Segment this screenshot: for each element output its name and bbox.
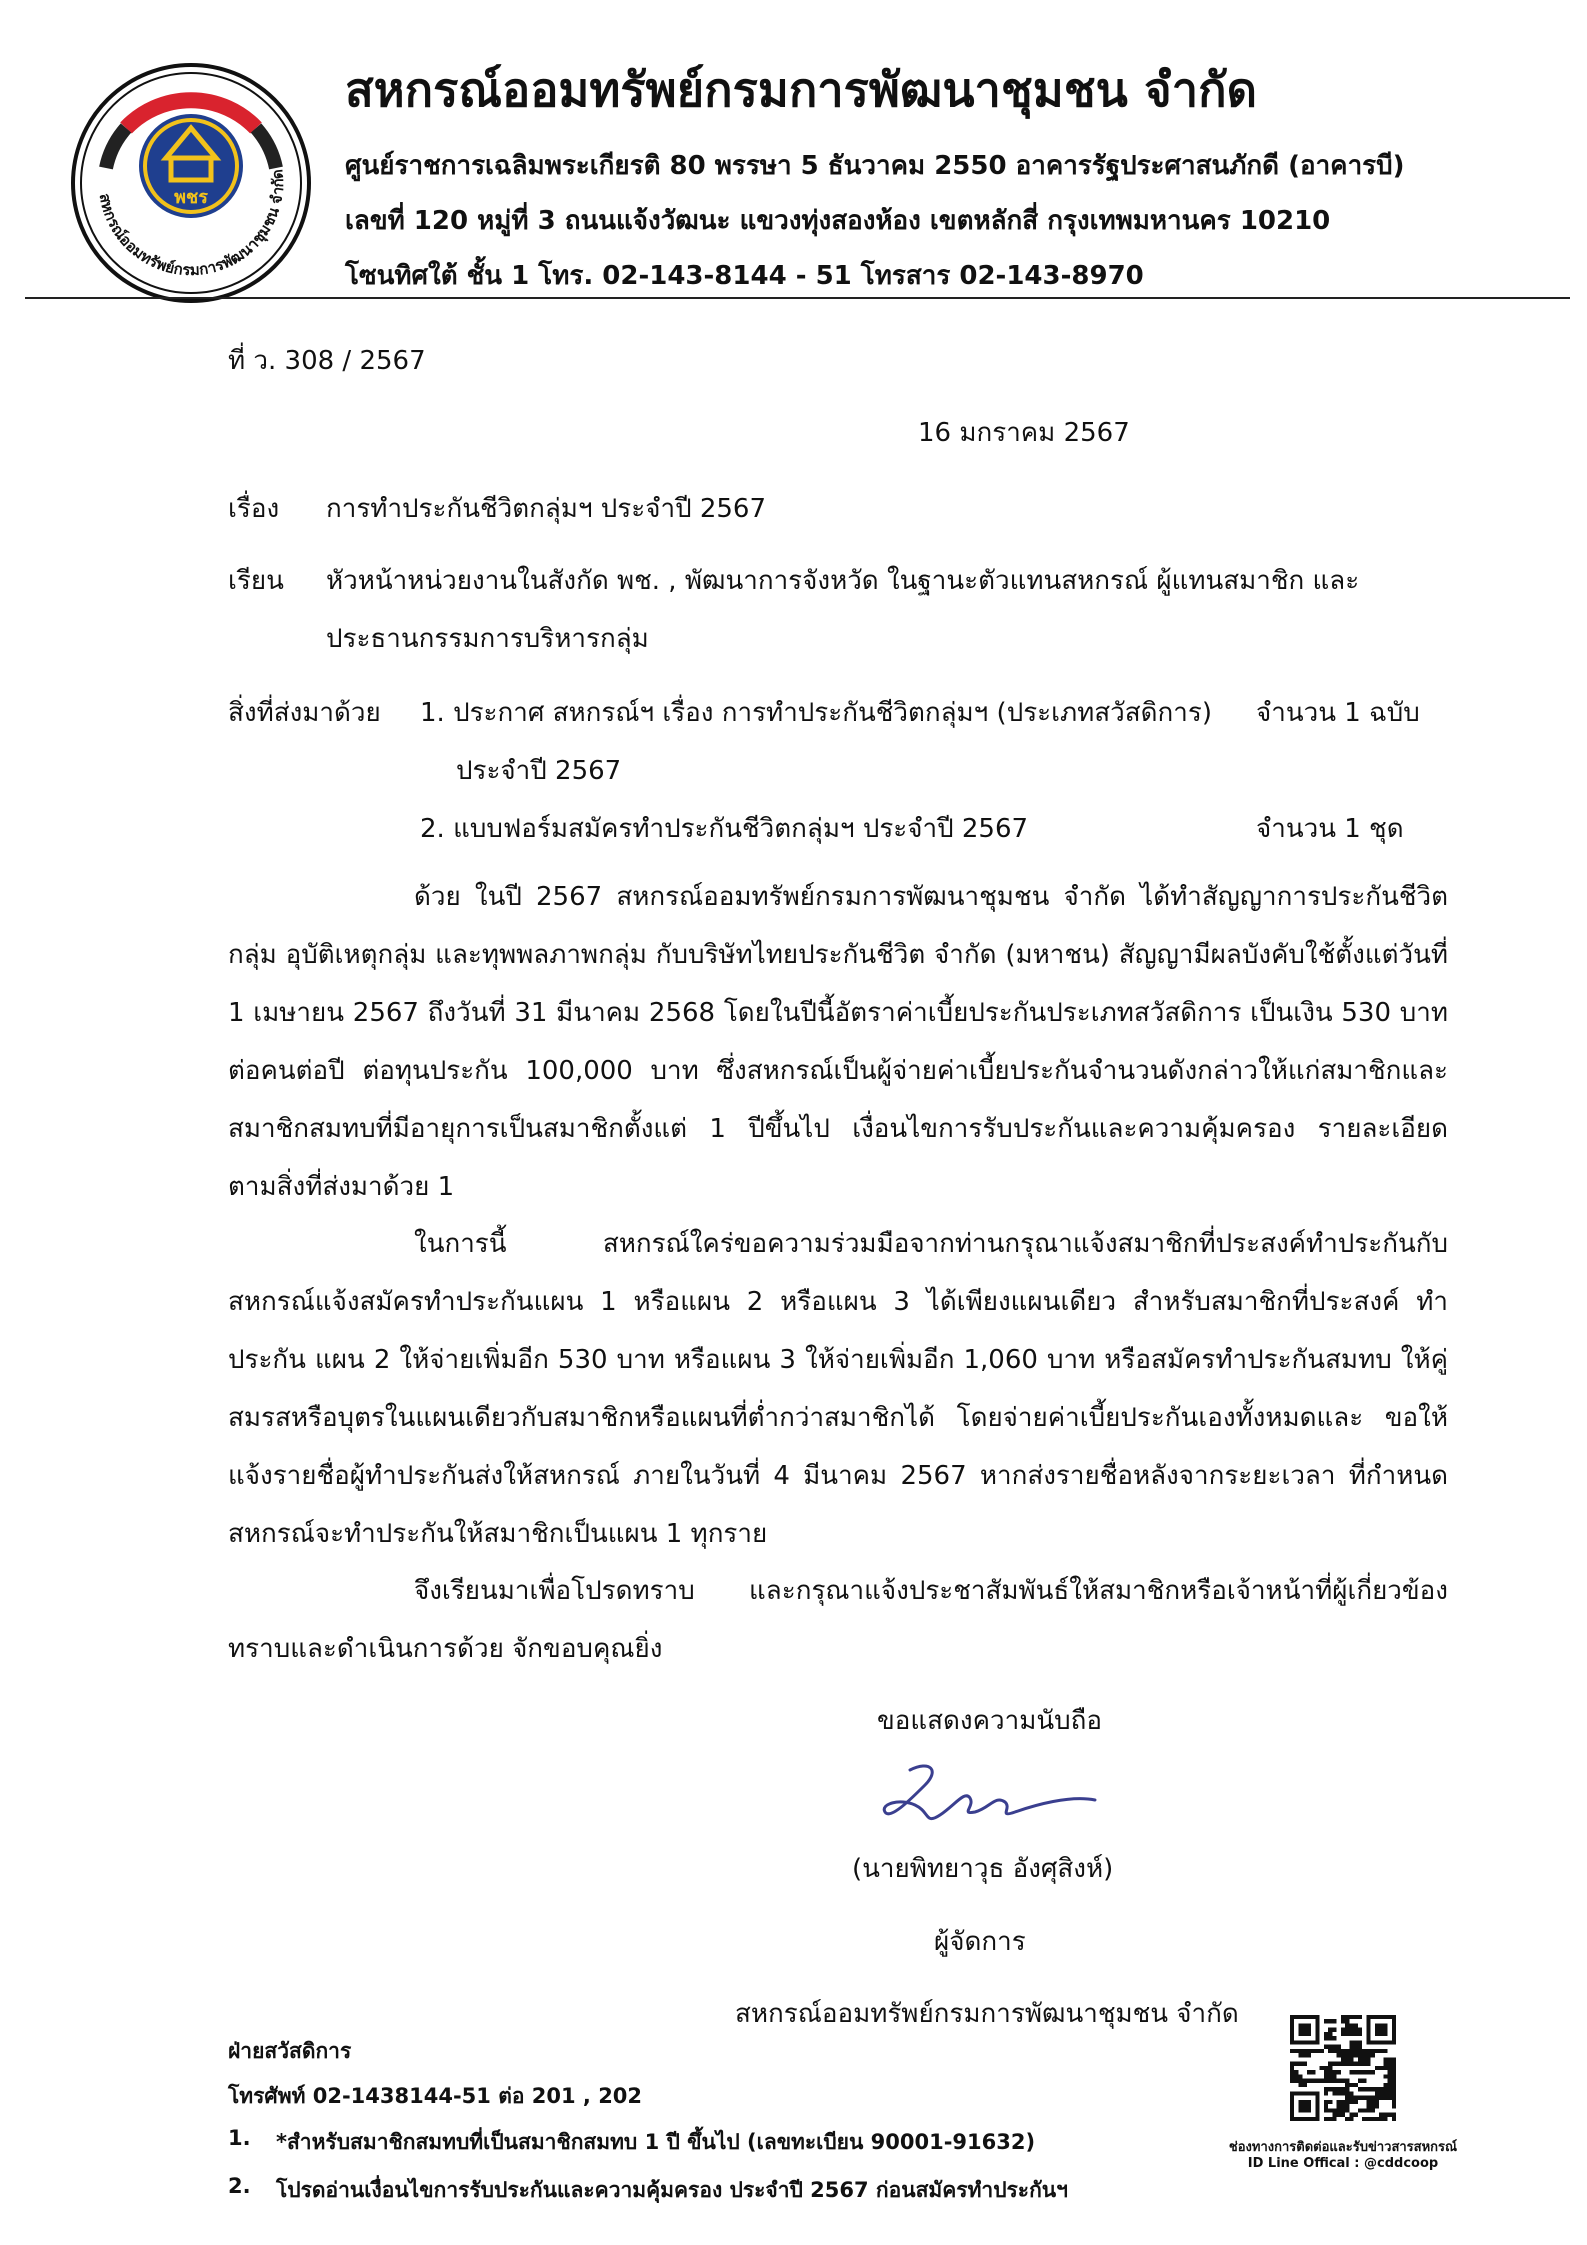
signer-name: (นายพิทยาวุธ อังศุสิงห์) xyxy=(852,1854,1114,1884)
body-paragraph-3: จึงเรียนมาเพื่อโปรดทราบ และกรุณาแจ้งประชาสัมพันธ์ให้สมาชิกหรือเจ้าหน้าที่ผู้เกี่ยวข้อง ทราบและดำเนินการด้วย จักขอบคุณยิ่ง xyxy=(228,1576,1448,1664)
org-seal-icon xyxy=(66,58,316,308)
signature-icon xyxy=(870,1750,1100,1840)
salutation-label: เรียน xyxy=(228,566,284,596)
note-2: โปรดอ่านเงื่อนไขการรับประกันและความคุ้มครอง ประจำปี 2567 ก่อนสมัครทำประกันฯ xyxy=(276,2178,1068,2202)
signer-title: ผู้จัดการ xyxy=(934,1927,1026,1957)
body-paragraph-1: ด้วย ในปี 2567 สหกรณ์ออมทรัพย์กรมการพัฒนาชุมชน จำกัด ได้ทำสัญญาการประกันชีวิตกลุ่ม อุบัติเหตุกลุ่ม และทุพพลภาพกลุ่ม กับบริษัทไทยประกันชีวิต จำกัด (มหาชน) สัญญามีผลบังคับใช้ตั้งแต่วันที่ 1 เมษายน 2567 ถึงวันที่ 31 มีนาคม 2568 โดยในปีนี้อัตราค่าเบี้ยประกันประเภทสวัสดิการ เป็นเงิน 530 บาท ต่อคนต่อปี ต่อทุนประกัน 100,000 บาท ซึ่งสหกรณ์เป็นผู้จ่ายค่าเบี้ยประกันจำนวนดังกล่าวให้แก่สมาชิกและ สมาชิกสมทบที่มีอายุการเป็นสมาชิกตั้งแต่ 1 ปีขึ้นไป เงื่อนไขการรับประกันและความคุ้มครอง รายละเอียด ตามสิ่งที่ส่งมาด้วย 1 xyxy=(228,882,1448,1202)
closing: ขอแสดงความนับถือ xyxy=(877,1706,1102,1736)
note-1-number: 1. xyxy=(228,2126,251,2150)
note-2-number: 2. xyxy=(228,2174,251,2198)
signer-organization: สหกรณ์ออมทรัพย์กรมการพัฒนาชุมชน จำกัด xyxy=(735,1999,1239,2029)
recipient-line-2: ประธานกรรมการบริหารกลุ่ม xyxy=(326,624,649,654)
recipient-line-1: หัวหน้าหน่วยงานในสังกัด พช. , พัฒนาการจังหวัด ในฐานะตัวแทนสหกรณ์ ผู้แทนสมาชิก และ xyxy=(326,566,1360,596)
address-line-2: เลขที่ 120 หมู่ที่ 3 ถนนแจ้งวัฒนะ แขวงทุ่งสองห้อง เขตหลักสี่ กรุงเทพมหานคร 10210 xyxy=(345,206,1331,236)
signature xyxy=(870,1750,1100,1840)
line-qr-code[interactable] xyxy=(1290,2015,1396,2121)
address-line-3: โซนทิศใต้ ชั้น 1 โทร. 02-143-8144 - 51 โทรสาร 02-143-8970 xyxy=(345,261,1144,291)
body-paragraph-2: ในการนี้ สหกรณ์ใคร่ขอความร่วมมือจากท่านกรุณาแจ้งสมาชิกที่ประสงค์ทำประกันกับ สหกรณ์แจ้งสมัครทำประกันแผน 1 หรือแผน 2 หรือแผน 3 ได้เพียงแผนเดียว สำหรับสมาชิกที่ประสงค์ ทำประกัน แผน 2 ให้จ่ายเพิ่มอีก 530 บาท หรือแผน 3 ให้จ่ายเพิ่มอีก 1,060 บาท หรือสมัครทำประกันสมทบ ให้คู่สมรสหรือบุตรในแผนเดียวกับสมาชิกหรือแผนที่ต่ำกว่าสมาชิกได้ โดยจ่ายค่าเบี้ยประกันเองทั้งหมดและ ขอให้แจ้งรายชื่อผู้ทำประกันส่งให้สหกรณ์ ภายในวันที่ 4 มีนาคม 2567 หากส่งรายชื่อหลังจากระยะเวลา ที่กำหนดสหกรณ์จะทำประกันให้สมาชิกเป็นแผน 1 ทุกราย xyxy=(228,1229,1448,1549)
enclosure-1-line-2: ประจำปี 2567 xyxy=(456,756,622,786)
subject-label: เรื่อง xyxy=(228,494,280,524)
subject-text: การทำประกันชีวิตกลุ่มฯ ประจำปี 2567 xyxy=(326,494,767,524)
qr-caption-1: ช่องทางการติดต่อและรับข่าวสารสหกรณ์ xyxy=(1228,2140,1458,2155)
logo-mark-text: พชร xyxy=(174,187,208,208)
enclosure-1-line-1: 1. ประกาศ สหกรณ์ฯ เรื่อง การทำประกันชีวิตกลุ่มฯ (ประเภทสวัสดิการ) xyxy=(420,698,1212,728)
logo-ring-text: สหกรณ์ออมทรัพย์กรมการพัฒนาชุมชน จำกัด xyxy=(95,168,288,280)
department: ฝ่ายสวัสดิการ xyxy=(228,2039,352,2063)
address-line-1: ศูนย์ราชการเฉลิมพระเกียรติ 80 พรรษา 5 ธันวาคม 2550 อาคารรัฐประศาสนภักดี (อาคารบี) xyxy=(345,151,1405,181)
department-phone: โทรศัพท์ 02-1438144-51 ต่อ 201 , 202 xyxy=(228,2084,643,2108)
enclosure-1-quantity: จำนวน 1 ฉบับ xyxy=(1256,698,1420,728)
enclosure-2: 2. แบบฟอร์มสมัครทำประกันชีวิตกลุ่มฯ ประจำปี 2567 xyxy=(420,814,1029,844)
org-name: สหกรณ์ออมทรัพย์กรมการพัฒนาชุมชน จำกัด xyxy=(345,63,1258,118)
org-logo xyxy=(66,58,316,308)
qr-code-icon xyxy=(1290,2015,1396,2121)
enclosure-2-quantity: จำนวน 1 ชุด xyxy=(1256,814,1404,844)
letter-date: 16 มกราคม 2567 xyxy=(918,418,1130,448)
reference-number: ที่ ว. 308 / 2567 xyxy=(228,346,426,376)
header-divider xyxy=(25,297,1570,299)
qr-caption-2: ID Line Offical : @cddcoop xyxy=(1247,2156,1439,2171)
note-1: *สำหรับสมาชิกสมทบที่เป็นสมาชิกสมทบ 1 ปี ขึ้นไป (เลขทะเบียน 90001-91632) xyxy=(276,2130,1036,2154)
enclosures-label: สิ่งที่ส่งมาด้วย xyxy=(228,698,381,728)
